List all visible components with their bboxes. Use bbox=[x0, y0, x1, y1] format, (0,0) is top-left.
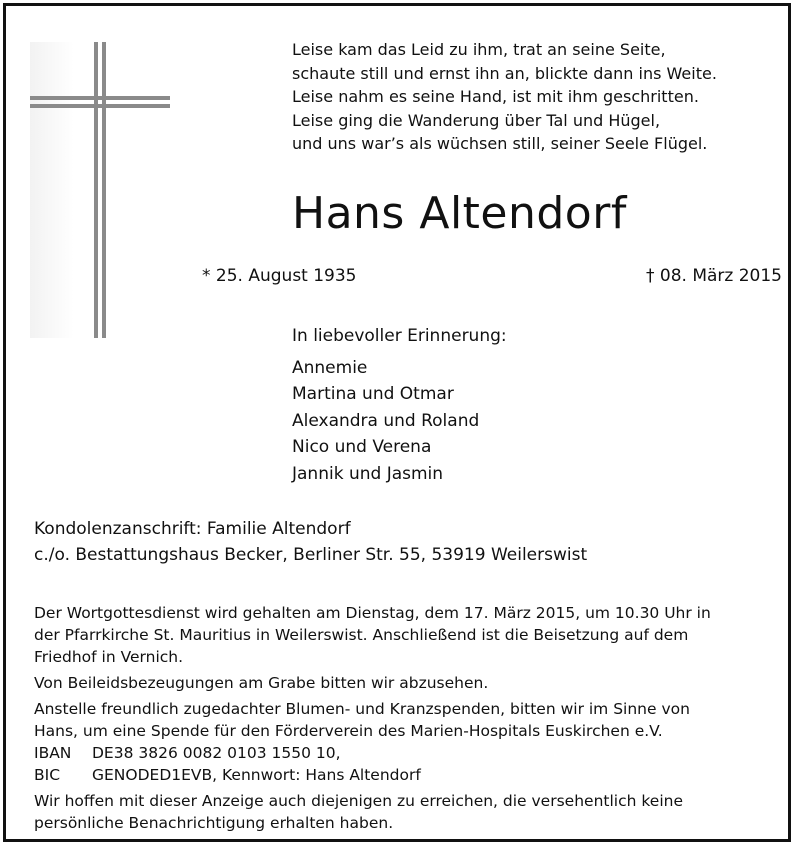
poem bbox=[292, 38, 772, 156]
bic-label: BIC bbox=[34, 766, 61, 784]
birth-date: * 25. August 1935 bbox=[202, 266, 357, 286]
cross-shadow bbox=[30, 42, 74, 338]
cross-horizontal-bar-bottom bbox=[30, 104, 170, 108]
closing-paragraph bbox=[34, 790, 786, 834]
mourner-name: Annemie bbox=[292, 357, 368, 378]
text-line: Hans, um eine Spende für den Förderverein des Marien-Hospitals Euskirchen e.V. bbox=[34, 722, 663, 740]
service-paragraph bbox=[34, 672, 786, 694]
condolence-address bbox=[34, 516, 587, 568]
text-line: Wir hoffen mit dieser Anzeige auch diejenigen zu erreichen, die versehentlich keine bbox=[34, 792, 683, 810]
mourner-name: Nico und Verena bbox=[292, 437, 432, 457]
death-date: † 08. März 2015 bbox=[645, 266, 782, 286]
text-line: Von Beileidsbezeugungen am Grabe bitten wir abzusehen. bbox=[34, 674, 489, 692]
mourner-name: Alexandra und Roland bbox=[292, 410, 480, 431]
mourner-name: Martina und Otmar bbox=[292, 384, 454, 404]
text-line: persönliche Benachrichtigung erhalten haben. bbox=[34, 814, 394, 832]
cross-vertical-bar-left bbox=[94, 42, 98, 338]
service-paragraph bbox=[34, 602, 786, 668]
obituary-frame bbox=[3, 3, 791, 842]
condolence-line: c./o. Bestattungshaus Becker, Berliner Str. 55, 53919 Weilerswist bbox=[34, 545, 588, 565]
text-line: Anstelle freundlich zugedachter Blumen- und Kranzspenden, bitten wir im Sinne von bbox=[34, 700, 690, 718]
iban-label: IBAN bbox=[34, 744, 72, 762]
poem-line: Leise nahm es seine Hand, ist mit ihm geschritten. bbox=[292, 87, 699, 106]
cross-horizontal-bar-top bbox=[30, 96, 170, 100]
service-information bbox=[34, 602, 786, 838]
mourners-intro: In liebevoller Erinnerung: bbox=[292, 326, 507, 346]
poem-line: schaute still und ernst ihn an, blickte dann ins Weite. bbox=[292, 63, 717, 83]
deceased-name: Hans Altendorf bbox=[292, 188, 627, 239]
iban-line bbox=[34, 742, 786, 764]
life-dates bbox=[202, 264, 782, 288]
text-line: der Pfarrkirche St. Mauritius in Weilerswist. Anschließend ist die Beisetzung auf dem bbox=[34, 626, 689, 644]
iban-value: DE38 3826 0082 0103 1550 10, bbox=[92, 744, 341, 762]
poem-line: Leise ging die Wanderung über Tal und Hügel, bbox=[292, 110, 661, 130]
text-line: Friedhof in Vernich. bbox=[34, 648, 184, 666]
bic-line bbox=[34, 764, 786, 786]
condolence-line: Kondolenzanschrift: Familie Altendorf bbox=[34, 519, 351, 539]
poem-line: und uns war’s als wüchsen still, seiner Seele Flügel. bbox=[292, 134, 708, 153]
bic-value: GENODED1EVB, Kennwort: Hans Altendorf bbox=[92, 766, 421, 784]
donation-paragraph bbox=[34, 698, 786, 786]
text-line: Der Wortgottesdienst wird gehalten am Dienstag, dem 17. März 2015, um 10.30 Uhr in bbox=[34, 604, 711, 622]
mourner-name: Jannik und Jasmin bbox=[292, 463, 444, 484]
poem-line: Leise kam das Leid zu ihm, trat an seine Seite, bbox=[292, 40, 666, 59]
mourners-list bbox=[292, 323, 507, 487]
cross-vertical-bar-right bbox=[102, 42, 106, 338]
cross-icon bbox=[30, 42, 170, 338]
